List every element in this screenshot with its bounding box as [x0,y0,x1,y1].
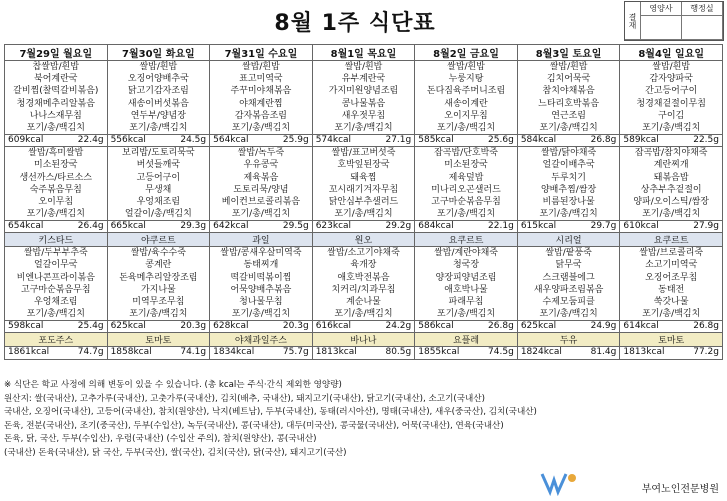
menu-item: 연근조림 [551,110,586,121]
menu-item: 새우양파조림볶음 [533,284,604,295]
day-header: 7월31일 수요일 [210,45,313,61]
menu-item: 포기/총/백김치 [642,122,701,133]
drink-cell: 두유 [517,333,620,347]
menu-item: 치커리/치과무침 [331,284,396,295]
menu-item: 북어계란국 [34,74,78,85]
menu-item: 파래무침 [448,297,484,307]
approval-sign-1 [641,16,682,40]
menu-item: 포기/총/백김치 [436,309,496,320]
day-header: 8월4일 일요일 [620,45,723,61]
snack-header: 원오 [312,233,415,247]
protein-value: 29.5g [282,221,309,232]
note-line: ※ 식단은 학교 사정에 의해 변동이 있을 수 있습니다. (총 kcal는 주식·간식 제외한 영양량) [4,380,342,390]
menu-item: 보리밥/도토리묵국 [122,148,195,159]
menu-item: 포기/총/백김치 [334,309,393,320]
menu-item: 새우젓무침 [341,110,386,121]
menu-cell [620,247,723,321]
nutrition-cell [620,135,723,147]
menu-item: 돈다짐육주머니조림 [426,86,506,97]
day-header: 7월30일 화요일 [107,45,210,61]
day-header: 7월29일 월요일 [5,45,108,61]
menu-item: 쌀밥/콩새우살미역죽 [220,248,302,259]
drink-cell: 바나나 [312,333,415,347]
total-kcal-row [5,347,723,360]
menu-item: 얼갈이배추국 [542,160,595,171]
menu-item: 쌀밥/브로콜리죽 [639,248,704,259]
nutrition-cell [415,221,518,233]
lunch-kcal-row [5,135,723,147]
kcal-value: 589kcal [623,135,659,146]
menu-cell [415,247,518,321]
menu-item: 김치어묵국 [546,74,591,85]
kcal-value: 625kcal [520,321,557,332]
late-kcal-row [5,321,723,333]
menu-item: 간고등어구이 [645,86,698,97]
protein-value: 26.8g [693,321,719,332]
nutrition-cell [210,321,313,333]
drink-cell: 야채과일주스 [210,333,313,347]
nutrition-cell [107,135,210,147]
protein-value: 29.2g [385,221,412,232]
menu-item: 쌀밥/닭야채죽 [540,148,597,159]
menu-item: 포기/총/백김치 [26,309,85,320]
kcal-value: 1861kcal [8,347,50,358]
nutrition-cell [620,321,723,333]
menu-item: 포기/총/백김치 [539,122,598,133]
protein-value: 29.7g [590,221,617,232]
menu-item: 콩계란 [145,260,172,271]
menu-item: 쌀밥/표고버섯죽 [331,148,396,159]
menu-item: 쌀밥/육수수죽 [130,248,186,259]
kcal-value: 1813kcal [623,347,665,358]
menu-item: 청경채메추리알볶음 [16,98,95,109]
day-header-row [5,45,723,61]
kcal-value: 609kcal [8,135,44,146]
menu-item: 두루치기 [551,172,586,183]
menu-item: 버섯들깨국 [136,160,181,171]
drink-cell: 토마토 [107,333,210,347]
protein-value: 27.9g [693,221,719,232]
nutrition-cell [415,321,518,333]
menu-item: 닭고기감자조림 [127,86,189,97]
nutrition-cell [517,135,620,147]
nutrition-cell [5,221,108,233]
kcal-value: 584kcal [520,135,557,146]
kcal-value: 615kcal [520,221,557,232]
menu-item: 쌀밥/계란야채죽 [434,248,498,259]
nutrition-cell [107,321,210,333]
weekly-menu-table [4,44,723,360]
nutrition-cell [210,135,313,147]
nutrition-cell [210,221,313,233]
menu-item: 생선까스/타르소스 [19,172,93,183]
menu-item: 비엔나콘프라이볶음 [16,272,95,283]
menu-item: 쌀밥/흰밥 [139,62,178,72]
menu-item: 애호박전볶음 [337,272,390,283]
menu-item: 포기/총/백김치 [26,122,85,133]
kcal-value: 623kcal [315,221,352,232]
nutrition-cell [5,347,108,360]
menu-item: 야채계란찜 [239,98,283,109]
note-line: 원산지: 쌀(국내산), 고추가루(국내산), 고춧가루(국내산), 김치(배추, 국내산), 돼지고기(국내산), 닭고기(국내산), 소고기(국내산) [4,393,485,404]
menu-item: 잡곡밥/단호박죽 [434,148,498,159]
nutrition-cell [5,321,108,333]
drink-cell: 포도주스 [5,333,108,347]
protein-value: 29.3g [180,221,207,232]
menu-cell [415,147,518,221]
protein-value: 25.6g [488,135,514,146]
menu-item: 얼갈이무국 [34,260,78,271]
drink-cell: 토마토 [620,333,723,347]
kcal-value: 564kcal [213,135,249,146]
kcal-value: 598kcal [8,321,44,332]
menu-cell [312,61,415,135]
menu-item: 쑥갓나물 [653,297,689,307]
menu-item: 돼육찜 [350,172,377,183]
snack-header: 요쿠르트 [620,233,723,247]
menu-item: 미소된장국 [34,160,78,171]
menu-cell [107,61,210,135]
menu-item: 계순나물 [346,297,381,307]
nutrition-cell [312,321,415,333]
menu-item: 구이김 [658,110,685,121]
nutrition-cell [620,347,723,360]
snack-header: 과일 [210,233,313,247]
menu-item: 제육덮밥 [448,172,484,183]
menu-item: 포기/총/백김치 [129,122,188,133]
protein-value: 22.4g [77,135,104,146]
menu-item: 오이무침 [38,196,74,207]
menu-item: 소고기미역국 [645,260,698,271]
menu-cell [312,147,415,221]
menu-item: 우엉채조림 [136,196,181,207]
menu-item: 잡곡밥/참치야채죽 [634,148,708,159]
menu-item: 고구마순볶음무침 [21,284,91,295]
menu-item: 수제모둠피클 [542,297,595,307]
menu-item: 우엉채조림 [34,297,78,307]
kcal-value: 574kcal [315,135,352,146]
menu-item: 숙주볶음무침 [29,184,82,195]
protein-value: 75.7g [282,347,309,358]
menu-item: 미나리오곤샐러드 [431,184,501,195]
kcal-value: 585kcal [418,135,454,146]
menu-item: 느타리호박볶음 [538,98,600,109]
notes-section [4,379,723,460]
protein-value: 22.1g [488,221,514,232]
protein-value: 25.9g [282,135,309,146]
menu-item: 닭무국 [555,260,582,271]
menu-item: 가지미원양념조림 [328,86,399,97]
kcal-value: 610kcal [623,221,659,232]
menu-cell [312,247,415,321]
menu-item: 오징어조무침 [645,272,698,283]
page-header [0,0,727,44]
nutrition-cell [415,135,518,147]
protein-value: 77.2g [693,347,719,358]
menu-item: 동태찌개 [243,260,279,271]
menu-item: 포기/총/백김치 [334,122,393,133]
kcal-value: 684kcal [418,221,454,232]
nutrition-cell [107,221,210,233]
protein-value: 20.3g [282,321,309,332]
menu-cell [107,247,210,321]
menu-item: 오징어양배추국 [127,74,189,85]
menu-item: 쌀밥/두부부추죽 [23,248,88,259]
kcal-value: 556kcal [110,135,146,146]
nutrition-cell [5,135,108,147]
menu-item: 찹쌀밥/흰밥 [32,62,80,72]
menu-item: 포기/총/백김치 [436,209,496,220]
protein-value: 26.8g [488,321,514,332]
menu-item: 상추부추겉절이 [640,184,702,195]
menu-cell [210,61,313,135]
nutrition-cell [517,221,620,233]
note-line: 국내산, 오징어(국내산), 고등어(국내산), 참치(원양산), 낙지(베트남), 두부(국내산), 동태(러시아산), 명태(국내산), 새우(중국산), 김치(국내산) [4,407,537,417]
menu-item: 양파/오이스틱/쌈장 [633,196,709,207]
menu-item: 쌀밥/흰밥 [447,62,485,72]
kcal-value: 1813kcal [315,347,357,358]
kcal-value: 1834kcal [213,347,255,358]
menu-item: 가지나물 [140,284,176,295]
snack-header-row [5,233,723,247]
menu-item: 쌀밥/흰밥 [652,62,691,72]
menu-item: 스크램블에그 [542,272,595,283]
late-meal-row [5,247,723,321]
snack-header: 야쿠르트 [107,233,210,247]
kcal-value: 628kcal [213,321,249,332]
menu-item: 청국장 [452,260,480,271]
kcal-value: 642kcal [213,221,249,232]
protein-value: 26.4g [77,221,104,232]
dinner-kcal-row [5,221,723,233]
menu-item: 포기/총/백김치 [539,309,598,320]
day-header: 8월1일 목요일 [312,45,415,61]
menu-item: 쌀밥/팥풍죽 [545,248,592,259]
menu-item: 나나스재무침 [29,110,82,121]
menu-item: 포기/총/백김치 [436,122,496,133]
menu-item: 고구마순볶음무침 [431,196,501,207]
menu-item: 계란찌개 [653,160,689,171]
menu-item: 쌀밥/흰밥 [344,62,383,72]
snack-header: 시리얼 [517,233,620,247]
menu-item: 양장피양념조림 [435,272,497,283]
menu-cell [620,147,723,221]
protein-value: 22.5g [693,135,719,146]
menu-cell [415,61,518,135]
menu-item: 주꾸미야채볶음 [230,86,292,97]
approval-label-2: 행정실 [682,2,723,16]
menu-item: 누룽지탕 [448,74,484,85]
menu-cell [517,247,620,321]
nutrition-cell [312,347,415,360]
menu-item: 포기/총/백김치 [129,309,188,320]
kcal-value: 1824kcal [520,347,562,358]
menu-item: 무생채 [145,184,172,195]
menu-cell [517,61,620,135]
approval-side-label: 결재 [625,2,641,40]
menu-item: 쌀밥/흰밥 [549,62,588,72]
menu-item: 포기/총/백김치 [231,122,291,133]
approval-box [624,1,724,41]
protein-value: 74.7g [77,347,104,358]
protein-value: 80.5g [385,347,412,358]
protein-value: 74.5g [488,347,514,358]
menu-item: 돈육메추리알장조림 [119,272,198,283]
menu-item: 새송이버섯볶음 [127,98,189,109]
menu-item: 오이지무침 [444,110,488,121]
day-header: 8월3일 토요일 [517,45,620,61]
note-line: 돈육, 닭, 국산, 두부(수입산), 우렁(국내산) (수입산 주의), 참치(원양산), 콩(국내산) [4,434,317,444]
kcal-value: 586kcal [418,321,454,332]
menu-item: 양배추찜/쌈장 [540,184,597,195]
kcal-value: 1855kcal [418,347,460,358]
menu-item: 청나물무침 [239,297,283,307]
school-logo-icon [540,470,580,496]
menu-cell [517,147,620,221]
menu-item: 포기/총/백김치 [334,209,393,220]
day-header: 8월2일 금요일 [415,45,518,61]
menu-cell [107,147,210,221]
menu-item: 비름된장나물 [542,196,595,207]
protein-value: 24.2g [385,321,412,332]
note-line: 돈육, 전분(국내산), 조기(중국산), 두부(수입산), 녹두(국내산), 콩(국내산), 대두(미국산), 콩국물(국내산), 어묵(국내산), 연육(국내산) [4,420,504,431]
menu-item: 포기/총/백김치 [231,209,291,220]
nutrition-cell [312,135,415,147]
note-line: (국내산) 돈육(국내산), 닭 국산, 두부(국산), 쌀(국산), 김치(국산), 닭(국산), 돼지고기(국산) [4,447,347,458]
approval-sign-2 [682,16,723,40]
menu-item: 포기/총/백김치 [26,209,85,220]
menu-item: 참치야채볶음 [542,86,595,97]
menu-item: 미역무조무침 [132,297,185,307]
menu-item: 콩나물볶음 [341,98,386,109]
menu-cell [5,147,108,221]
nutrition-cell [415,347,518,360]
menu-item: 애호박나물 [444,284,488,295]
drink-cell: 요플레 [415,333,518,347]
kcal-value: 1858kcal [110,347,152,358]
page-title: 8월 1주 식단표 [274,11,436,36]
protein-value: 27.1g [385,135,412,146]
kcal-value: 654kcal [8,221,44,232]
protein-value: 20.3g [180,321,207,332]
snack-header: 키스타드 [5,233,108,247]
protein-value: 24.5g [180,135,207,146]
nutrition-cell [312,221,415,233]
menu-item: 쌀밥/흑미쌀밥 [28,148,84,159]
menu-item: 동태전 [658,284,685,295]
menu-cell [210,147,313,221]
menu-item: 감자양파국 [649,74,693,85]
menu-item: 쌀밥/녹두죽 [237,148,285,159]
menu-item: 갈비찜(찰떡갈비볶음) [13,86,99,97]
menu-item: 호박잎된장국 [337,160,390,171]
snack-header: 요쿠르트 [415,233,518,247]
menu-item: 닭안심부추샐러드 [328,196,399,207]
menu-item: 포기/총/백김치 [642,209,701,220]
lunch-row [5,61,723,135]
menu-item: 어묵양배추볶음 [230,284,292,295]
menu-cell [5,247,108,321]
menu-item: 포기/총/백김치 [231,309,291,320]
drink-row [5,333,723,347]
menu-item: 미소된장국 [444,160,488,171]
menu-item: 감자볶음조림 [234,110,287,121]
menu-item: 연두부/양념장 [130,110,186,121]
protein-value: 81.4g [590,347,617,358]
protein-value: 25.4g [77,321,104,332]
dinner-row [5,147,723,221]
nutrition-cell [107,347,210,360]
menu-item: 얼갈이/총/백김치 [124,209,192,220]
menu-item: 우유콩국 [243,160,279,171]
menu-cell [210,247,313,321]
nutrition-cell [210,347,313,360]
menu-item: 포기/총/백김치 [539,209,598,220]
menu-item: 베이컨브로콜리볶음 [221,196,301,207]
kcal-value: 614kcal [623,321,659,332]
menu-item: 꼬시래기겨자무침 [328,184,399,195]
approval-label-1: 영양사 [641,2,682,16]
nutrition-cell [517,321,620,333]
menu-item: 고등어구이 [136,172,181,183]
menu-item: 돼볶음밥 [653,172,689,183]
nutrition-cell [517,347,620,360]
menu-item: 쌀밥/흰밥 [242,62,280,72]
menu-item: 떡갈비떡볶이찜 [230,272,292,283]
menu-item: 유부계란국 [341,74,386,85]
menu-item: 새송이계란 [444,98,488,109]
menu-item: 청경채겉절이무침 [636,98,706,109]
kcal-value: 625kcal [110,321,146,332]
menu-item: 표고미역국 [239,74,283,85]
menu-cell [5,61,108,135]
protein-value: 24.9g [590,321,617,332]
kcal-value: 616kcal [315,321,352,332]
menu-item: 육개장 [350,260,377,271]
protein-value: 26.8g [590,135,617,146]
menu-item: 포기/총/백김치 [642,309,701,320]
menu-item: 제육볶음 [243,172,279,183]
menu-item: 도토리묵/양념 [233,184,289,195]
school-name: 부여노인전문병원 [641,484,719,495]
menu-cell [620,61,723,135]
protein-value: 74.1g [180,347,207,358]
menu-item: 쌀밥/소고기야채죽 [327,248,400,259]
nutrition-cell [620,221,723,233]
kcal-value: 665kcal [110,221,146,232]
